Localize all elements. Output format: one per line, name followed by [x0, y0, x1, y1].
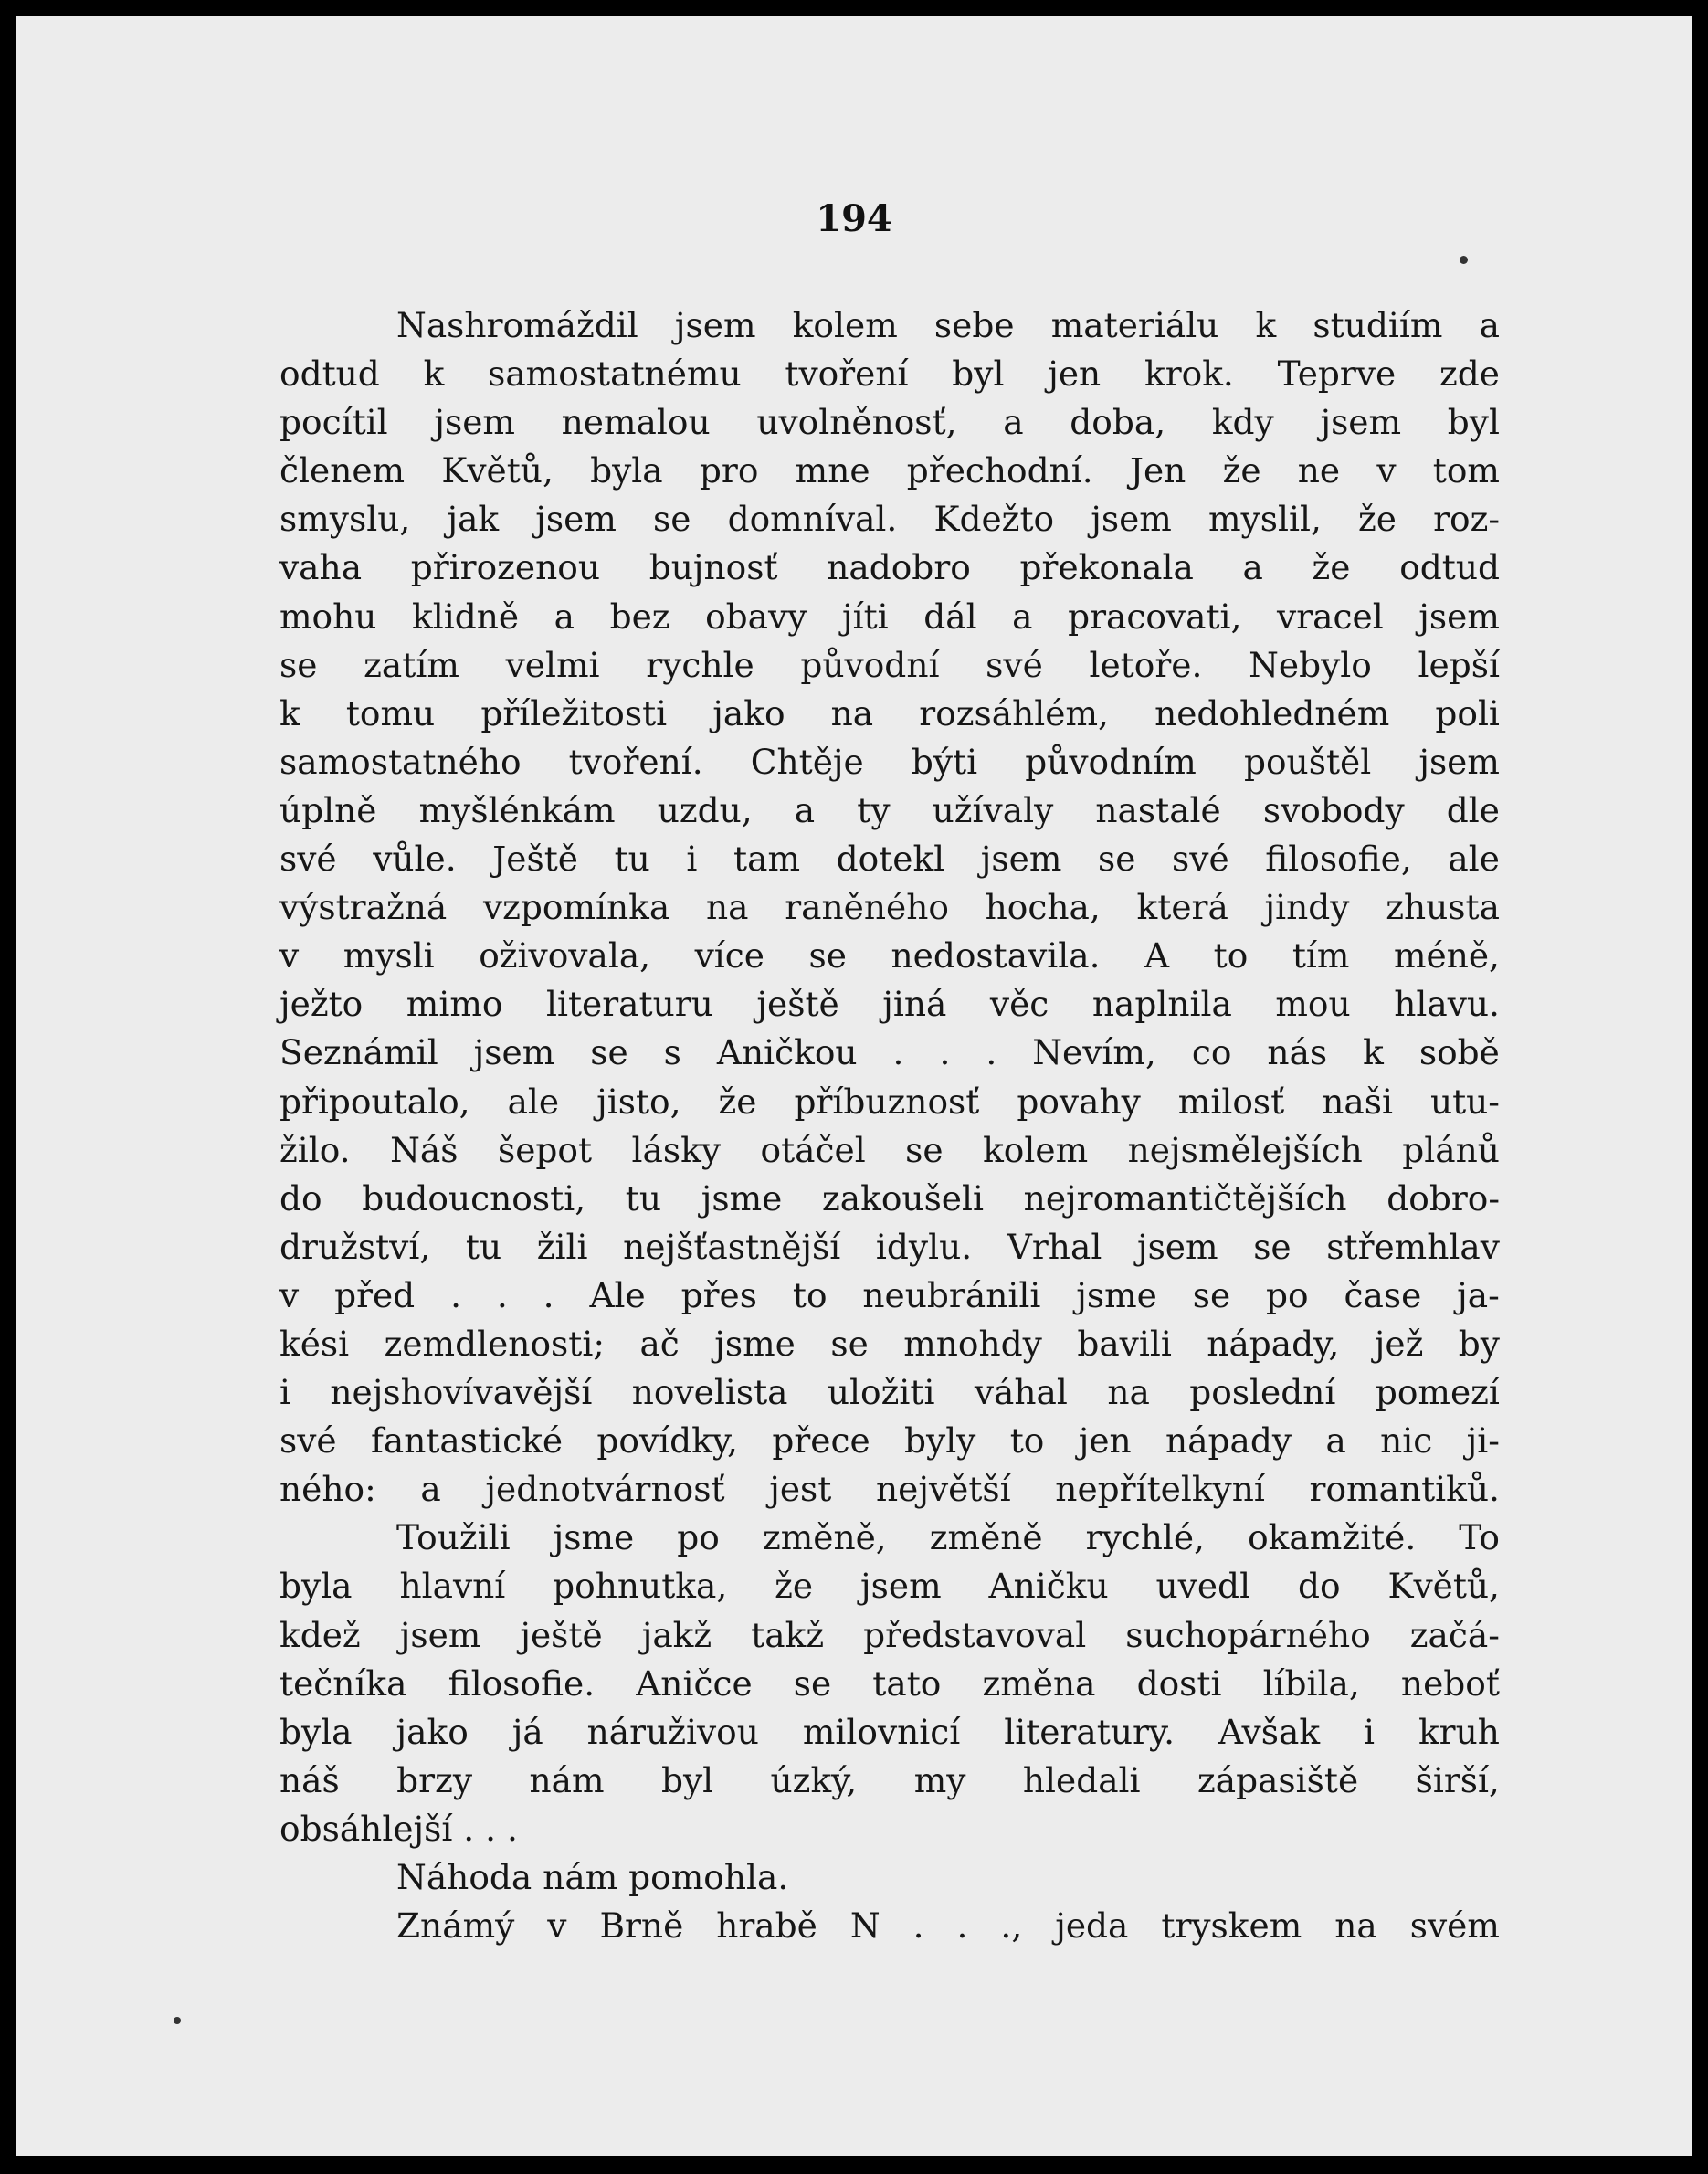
text-line: tečníka filosofie. Aničce se tato změna dosti líbila, neboť — [279, 1662, 1500, 1704]
text-line: i nejshovívavější novelista uložiti váhal na poslední pomezí — [279, 1372, 1500, 1413]
text-line: samostatného tvoření. Chtěje býti původním pouštěl jsem — [279, 741, 1500, 782]
text-line: družství, tu žili nejšťastnější idylu. Vrhal jsem se střemhlav — [279, 1226, 1500, 1267]
text-line: byla hlavní pohnutka, že jsem Aničku uvedl do Květů, — [279, 1566, 1500, 1607]
text-line: smyslu, jak jsem se domníval. Kdežto jsem myslil, že roz- — [279, 499, 1500, 540]
text-line: k tomu příležitosti jako na rozsáhlém, nedohledném poli — [279, 692, 1500, 733]
text-line: své fantastické povídky, přece byly to jen nápady a nic ji- — [279, 1420, 1500, 1462]
print-speck — [174, 2017, 181, 2024]
text-line: náš brzy nám byl úzký, my hledali zápasiště širší, — [279, 1759, 1500, 1800]
text-line: Nashromáždil jsem kolem sebe materiálu k studiím a — [396, 305, 1500, 345]
text-line: Známý v Brně hrabě N . . ., jeda tryskem na svém — [396, 1905, 1500, 1947]
text-line: do budoucnosti, tu jsme zakoušeli nejromantičtějších dobro- — [279, 1177, 1500, 1219]
text-line: mohu klidně a bez obavy jíti dál a pracovati, vracel jsem — [279, 596, 1500, 637]
text-line: své vůle. Ještě tu i tam dotekl jsem se své filosofie, ale — [279, 839, 1500, 880]
text-line: kdež jsem ještě jakž takž představoval suchopárného začá- — [279, 1614, 1500, 1655]
text-line: žilo. Náš šepot lásky otáčel se kolem nejsmělejších plánů — [279, 1129, 1500, 1170]
page-number: 194 — [816, 197, 892, 240]
text-line: ného: a jednotvárnosť jest největší nepřítelkyní romantiků. — [279, 1469, 1500, 1510]
body-text — [279, 301, 1500, 1950]
text-line: odtud k samostatnému tvoření byl jen krok. Teprve zde — [279, 354, 1500, 395]
text-line: v před . . . Ale přes to neubránili jsme se po čase ja- — [279, 1274, 1500, 1315]
book-page — [16, 16, 1692, 2156]
text-line: vaha přirozenou bujnosť nadobro překonala a že odtud — [279, 547, 1500, 588]
text-line: Seznámil jsem se s Aničkou . . . Nevím, co nás k sobě — [279, 1032, 1500, 1073]
text-line: v mysli oživovala, více se nedostavila. A to tím méně, — [279, 935, 1500, 976]
text-line: pocítil jsem nemalou uvolněnosť, a doba, kdy jsem byl — [279, 402, 1500, 443]
text-line: byla jako já náruživou milovnicí literatury. Avšak i kruh — [279, 1711, 1500, 1752]
text-line: členem Květů, byla pro mne přechodní. Jen že ne v tom — [279, 450, 1500, 491]
text-line: Náhoda nám pomohla. — [396, 1857, 789, 1897]
text-line: se zatím velmi rychle původní své letoře. Nebylo lepší — [279, 644, 1500, 685]
text-line: Toužili jsme po změně, změně rychlé, okamžité. To — [396, 1517, 1500, 1558]
text-line: výstražná vzpomínka na raněného hocha, která jindy zhusta — [279, 887, 1500, 928]
text-line: úplně myšlénkám uzdu, a ty užívaly nastalé svobody dle — [279, 789, 1500, 830]
text-line: obsáhlejší . . . — [279, 1808, 518, 1849]
text-line: ježto mimo literaturu ještě jiná věc naplnila mou hlavu. — [279, 984, 1500, 1025]
text-line: připoutalo, ale jisto, že příbuznosť povahy milosť naši utu- — [279, 1081, 1500, 1122]
print-speck — [1460, 256, 1468, 264]
text-line: kési zemdlenosti; ač jsme se mnohdy bavili nápady, jež by — [279, 1323, 1500, 1364]
